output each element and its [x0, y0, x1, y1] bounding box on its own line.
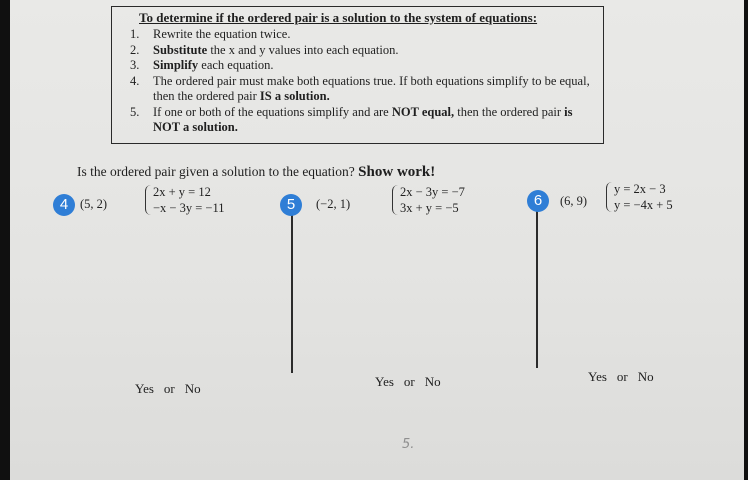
question-text: Is the ordered pair given a solution to the equation? [77, 164, 359, 179]
instruction-step-text: each equation. [198, 58, 274, 72]
problem-6-answer-choices [588, 369, 664, 385]
instruction-step-text: then the ordered pair [454, 104, 565, 119]
instructions-steps [130, 27, 600, 136]
problem-5-badge: 5 [280, 194, 302, 216]
problem-4-or: or [163, 381, 175, 396]
problem-6-ordered-pair: (6, 9) [560, 194, 588, 208]
problem-4-answer-choices [135, 381, 211, 397]
instruction-step-number: 5. [130, 104, 140, 119]
problem-4-system [145, 184, 224, 216]
brace-icon [392, 185, 399, 215]
worksheet-page [10, 0, 744, 480]
instruction-step-number: 2. [130, 42, 140, 57]
brace-icon [606, 182, 613, 212]
instruction-step-text: Simplify [153, 58, 199, 72]
problem-5-system [392, 184, 465, 216]
instruction-step-number: 3. [130, 58, 140, 72]
instruction-step-text: If one or both of the equations simplify and are [153, 104, 392, 119]
instruction-step-number: 1. [130, 27, 140, 41]
problem-6-equation-1: y = 2x − 3 [614, 182, 666, 196]
instruction-step [130, 74, 600, 105]
problem-4-badge: 4 [53, 194, 75, 216]
problem-5-equation-1: 2x − 3y = −7 [400, 185, 465, 199]
problem-5-or: or [403, 374, 415, 389]
instruction-step [130, 27, 600, 43]
problem-5-ordered-pair: (−2, 1) [316, 197, 351, 211]
problem-5-no[interactable]: No [424, 374, 441, 389]
problem-6-or: or [616, 369, 628, 384]
instruction-step-text: Rewrite the equation twice. [153, 27, 291, 41]
instruction-step-text: is NOT a solution. [153, 104, 573, 134]
problem-6-equation-2: y = −4x + 5 [614, 198, 673, 212]
instructions-title: To determine if the ordered pair is a solution to the system of equations: [139, 10, 538, 25]
instruction-step [130, 43, 600, 59]
instruction-step-text: NOT equal, [391, 104, 455, 119]
column-divider-2 [536, 210, 538, 368]
handwritten-mark: 5. [402, 437, 415, 452]
problem-5-yes[interactable]: Yes [375, 374, 394, 389]
instruction-step-text: Substitute [153, 42, 208, 57]
brace-icon [145, 185, 152, 215]
problem-4-no[interactable]: No [184, 381, 201, 396]
instructions-box [111, 6, 604, 144]
instruction-step [130, 58, 600, 74]
instruction-step-text: The ordered pair must make both equations true. If both equations simplify to be equal, then the ordered pair [153, 73, 590, 103]
instruction-step [130, 105, 600, 136]
instruction-step-number: 4. [130, 73, 140, 88]
question-prompt [77, 164, 435, 181]
problem-5-answer-choices [375, 374, 451, 390]
instruction-step-text: IS a solution. [259, 89, 330, 103]
problem-5-equation-2: 3x + y = −5 [400, 201, 459, 215]
problem-6-system [606, 181, 673, 213]
problem-4-ordered-pair: (5, 2) [80, 197, 108, 211]
problem-6-badge: 6 [527, 190, 549, 212]
problem-4-equation-2: −x − 3y = −11 [153, 201, 225, 215]
question-emphasis: Show work! [358, 164, 436, 180]
problem-6-yes[interactable]: Yes [588, 369, 607, 384]
problem-6-no[interactable]: No [637, 369, 654, 384]
column-divider-1 [291, 210, 293, 373]
problem-4-equation-1: 2x + y = 12 [153, 185, 211, 199]
instruction-step-text: the x and y values into each equation. [207, 42, 399, 57]
problem-4-yes[interactable]: Yes [135, 381, 154, 396]
